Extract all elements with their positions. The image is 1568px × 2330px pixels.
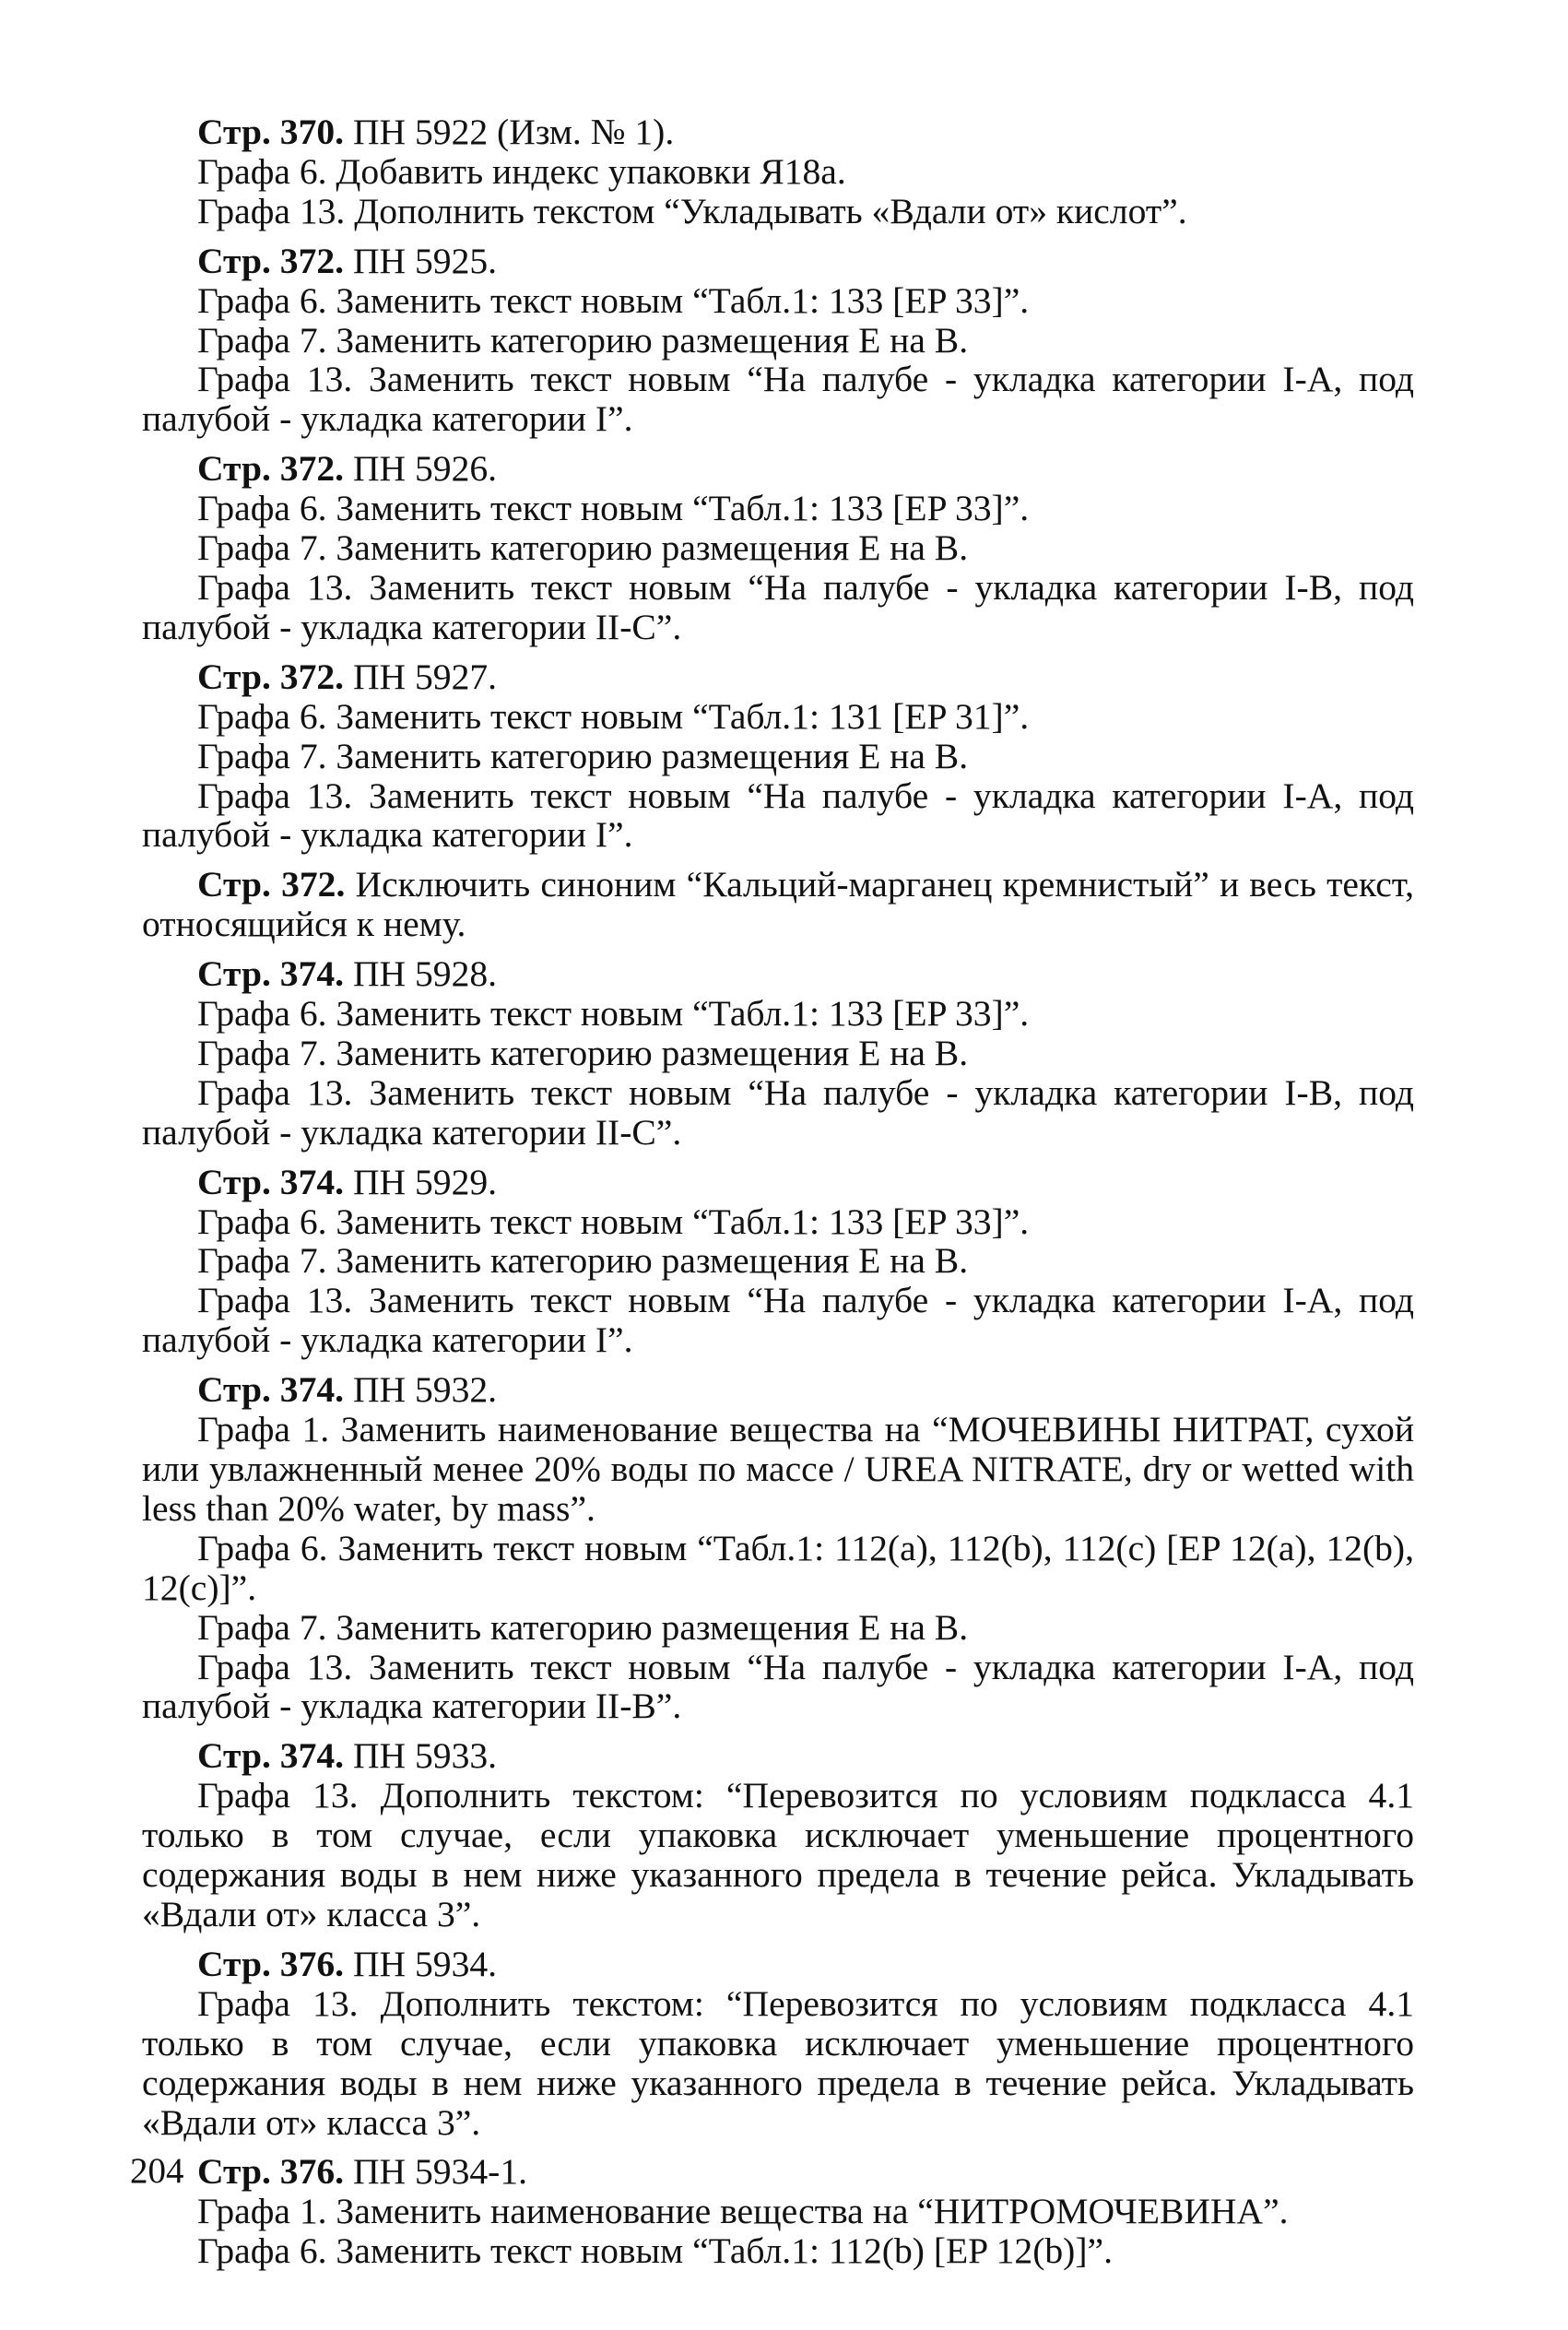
entry (142, 1370, 1414, 1726)
entry-subject: ПН 5926. (344, 448, 498, 490)
entry (142, 112, 1414, 231)
page-reference: Стр. 372. (197, 656, 345, 697)
entry-subject: ПН 5922 (Изм. № 1). (344, 112, 675, 152)
entry (142, 1163, 1414, 1361)
amendment-line: Графа 1. Заменить наименование вещества на “НИТРОМОЧЕВИНА”. (197, 2191, 1289, 2232)
entry (142, 657, 1414, 856)
amendment-line: Графа 7. Заменить категорию размещения E на B. (197, 1240, 969, 1282)
document-body (142, 112, 1414, 2281)
entry (142, 1945, 1414, 2143)
amendment-line: Графа 6. Заменить текст новым “Табл.1: 112(a), 112(b), 112(c) [EP 12(a), 12(b), 12(c)]”. (142, 1527, 1414, 1608)
amendment-line: Графа 13. Заменить текст новым “На палубе - укладка категории I-A, под палубой - укладка категории I”. (142, 775, 1414, 856)
amendment-line: Графа 6. Заменить текст новым “Табл.1: 133 [EP 33]”. (197, 279, 1030, 321)
entry (142, 242, 1414, 440)
amendment-line: Графа 13. Заменить текст новым “На палубе - укладка категории I-A, под палубой - укладка категории I”. (142, 359, 1414, 440)
entry-heading (142, 449, 1414, 489)
amendment-line: Графа 1. Заменить наименование вещества на “МОЧЕВИНЫ НИТРАТ, сухой или увлажненный менее 20% воды по массе / UREA NITRATE, dry or wetted with less than 20% water, by mass”. (142, 1409, 1414, 1529)
amendment-line: Графа 13. Заменить текст новым “На палубе - укладка категории I-B, под палубой - укладка категории II-C”. (142, 1071, 1414, 1153)
page-reference: Стр. 374. (197, 953, 345, 995)
entry-heading (142, 2152, 1414, 2192)
amendment-line: Графа 13. Дополнить текстом: “Перевозится по условиям подкласса 4.1 только в том случае, если упаковка исключает уменьшение процентного содержания воды в нем ниже указанного предела в течение рейса. Укладывать «Вдали от» класса 3”. (142, 1775, 1414, 1934)
entry-subject: ПН 5933. (344, 1735, 498, 1777)
entry-heading (142, 865, 1414, 944)
amendment-line: Графа 13. Заменить текст новым “На палубе - укладка категории I-A, под палубой - укладка категории I”. (142, 1280, 1414, 1361)
amendment-line: Графа 6. Заменить текст новым “Табл.1: 131 [EP 31]”. (197, 695, 1030, 737)
amendment-line: Графа 6. Заменить текст новым “Табл.1: 133 [EP 33]”. (197, 993, 1030, 1035)
entry-subject: ПН 5934-1. (344, 2151, 528, 2193)
page-reference: Стр. 372. (197, 864, 346, 905)
amendment-line: Графа 13. Дополнить текстом “Укладывать «Вдали от» кислот”. (197, 190, 1187, 231)
amendment-line: Графа 6. Добавить индекс упаковки Я18а. (197, 150, 846, 192)
entry-heading (142, 1945, 1414, 1984)
page-number: 204 (130, 2151, 184, 2191)
amendment-line: Графа 7. Заменить категорию размещения E на B. (197, 1606, 969, 1648)
entry-subject: ПН 5927. (344, 656, 498, 697)
entry-subject: ПН 5929. (344, 1161, 498, 1202)
entry (142, 1736, 1414, 1934)
amendment-line: Графа 7. Заменить категорию размещения E на B. (197, 527, 969, 569)
entry-heading (142, 1163, 1414, 1202)
page-reference: Стр. 372. (197, 240, 345, 281)
entry-subject: Исключить синоним “Кальций-марганец кремнистый” и весь текст, относящийся к нему. (142, 864, 1415, 945)
page-reference: Стр. 374. (197, 1161, 345, 1202)
entry-heading (142, 954, 1414, 994)
entry-subject: ПН 5928. (344, 953, 498, 995)
entry-subject: ПН 5925. (344, 240, 498, 281)
entry-heading (142, 112, 1414, 152)
amendment-line: Графа 7. Заменить категорию размещения E на B. (197, 1032, 969, 1073)
amendment-line: Графа 13. Дополнить текстом: “Перевозится по условиям подкласса 4.1 только в том случае, если упаковка исключает уменьшение процентного содержания воды в нем ниже указанного предела в течение рейса. Укладывать «Вдали от» класса 3”. (142, 1982, 1414, 2143)
page-reference: Стр. 370. (197, 112, 345, 152)
page-reference: Стр. 376. (197, 2151, 345, 2193)
page-reference: Стр. 376. (197, 1943, 345, 1984)
entry (142, 954, 1414, 1153)
amendment-line: Графа 6. Заменить текст новым “Табл.1: 112(b) [EP 12(b)]”. (197, 2230, 1113, 2272)
amendment-line: Графа 6. Заменить текст новым “Табл.1: 133 [EP 33]”. (197, 1200, 1030, 1242)
page-reference: Стр. 372. (197, 448, 345, 490)
entry-heading (142, 1736, 1414, 1776)
entry (142, 449, 1414, 647)
amendment-line: Графа 7. Заменить категорию размещения E на B. (197, 735, 969, 776)
entry-heading (142, 657, 1414, 697)
amendment-line: Графа 6. Заменить текст новым “Табл.1: 133 [EP 33]”. (197, 488, 1030, 529)
entry (142, 2152, 1414, 2271)
entry-subject: ПН 5932. (344, 1369, 498, 1411)
entry-subject: ПН 5934. (344, 1943, 498, 1984)
amendment-line: Графа 13. Заменить текст новым “На палубе - укладка категории I-A, под палубой - укладка категории II-B”. (142, 1646, 1414, 1727)
page-reference: Стр. 374. (197, 1735, 345, 1777)
entry-heading (142, 1370, 1414, 1410)
page-reference: Стр. 374. (197, 1369, 345, 1411)
entry-heading (142, 242, 1414, 281)
entry (142, 865, 1414, 944)
amendment-line: Графа 13. Заменить текст новым “На палубе - укладка категории I-B, под палубой - укладка категории II-C”. (142, 566, 1414, 647)
amendment-line: Графа 7. Заменить категорию размещения E на B. (197, 319, 969, 361)
